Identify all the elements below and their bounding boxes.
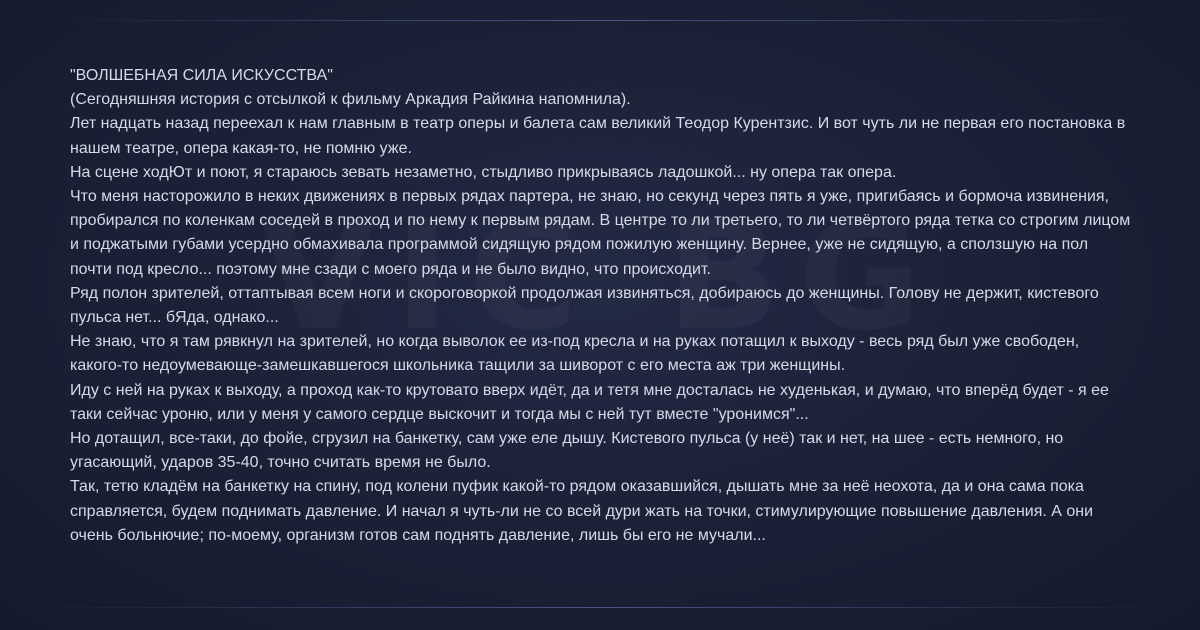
article-paragraph: Не знаю, что я там рявкнул на зрителей, но когда выволок ее из-под кресла и на руках потащил к выходу - весь ряд был уже свободен, какого-то недоумевающе-замешкавшегося школьника тащили за шиворот с его места аж три женщины. bbox=[70, 333, 1080, 375]
article-paragraph: Но дотащил, все-таки, до фойе, сгрузил на банкетку, сам уже еле дышу. Кистевого пульса (у неё) так и нет, на шее - есть немного, но угасающий, ударов 35-40, точно считать время не было. bbox=[70, 430, 1064, 472]
article-paragraph: Иду с ней на руках к выходу, а проход как-то крутовато вверх идёт, да и тетя мне досталась не худенькая, и думаю, что вперёд будет - я ее таки сейчас уроню, или у меня у самого сердце выскочит и тогда мы с ней тут вместе "уронимся"... bbox=[70, 381, 1109, 423]
article-paragraph: (Сегодняшняя история с отсылкой к фильму Аркадия Райкина напомнила). bbox=[70, 91, 631, 109]
article-paragraph: На сцене ходЮт и поют, я стараюсь зевать незаметно, стыдливо прикрываясь ладошкой... ну опера так опера. bbox=[70, 163, 897, 181]
article-title: "ВОЛШЕБНАЯ СИЛА ИСКУССТВА" bbox=[70, 67, 333, 84]
article-paragraph: Что меня насторожило в неких движениях в первых рядах партера, не знаю, но секунд через пять я уже, пригибаясь и бормоча извинения, пробирался по коленкам соседей в проход и по нему к первым рядам. В центре то ли третьего, то ли четвёртого ряда тетка со строгим лицом и поджатыми губами усердно обмахивала программой сидящую рядом пожилую женщину. Вернее, уже не сидящую, а сползшую на пол почти под кресло... поэтому мне сзади с моего ряда и не было видно, что происходит. bbox=[70, 188, 1131, 278]
article-paragraph: Ряд полон зрителей, оттаптывая всем ноги и скороговоркой продолжая извиняться, добираюсь до женщины. Голову не держит, кистевого пульса нет... бЯда, однако... bbox=[70, 284, 1099, 327]
article-paragraph: Лет надцать назад переехал к нам главным в театр оперы и балета сам великий Теодор Курентзис. И вот чуть ли не первая его постановка в нашем театре, опера какая-то, не помню уже. bbox=[70, 115, 1126, 157]
article-text bbox=[70, 64, 1132, 548]
top-divider bbox=[40, 20, 1160, 21]
bottom-divider bbox=[40, 607, 1160, 608]
article-paragraph: Так, тетю кладём на банкетку на спину, под колени пуфик какой-то рядом оказавшийся, дышать мне за неё неохота, да и она сама пока справляется, будем поднимать давление. И начал я чуть-ли не со всей дури жать на точки, стимулирующие повышение давления. А они очень больнючие; по-моему, организм готов сам поднять давление, лишь бы его не мучали... bbox=[70, 478, 1094, 544]
